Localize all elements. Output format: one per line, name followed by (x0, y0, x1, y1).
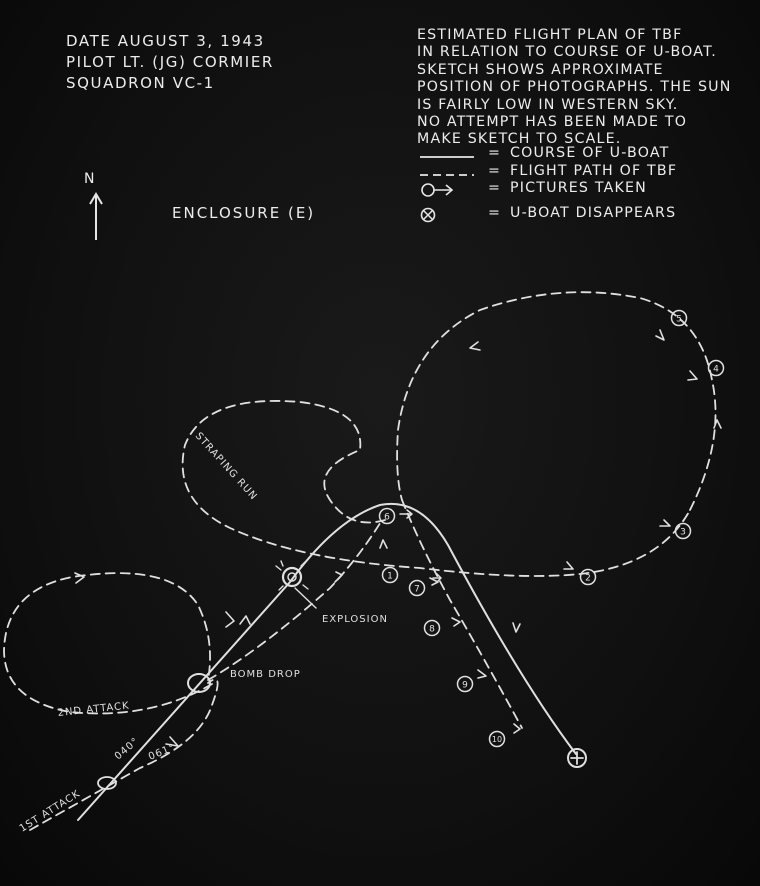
note-line: IS FAIRLY LOW IN WESTERN SKY. (417, 96, 679, 113)
first-attack-label: 1ST ATTACK (17, 788, 83, 835)
photo-marker-label: 8 (429, 624, 435, 635)
legend-text: COURSE OF U-BOAT (510, 145, 670, 161)
legend-equals: = (488, 163, 502, 179)
heading-040-label: 040° (112, 735, 142, 763)
flight-path-photo-run (402, 500, 522, 728)
legend-text: FLIGHT PATH OF TBF (510, 163, 678, 179)
date-label: DATE AUGUST 3, 1943 (66, 32, 265, 50)
explosion-mark (276, 561, 316, 608)
explosion-label: EXPLOSION (322, 614, 388, 625)
note-line: MAKE SKETCH TO SCALE. (417, 131, 622, 148)
photo-marker-label: 10 (491, 735, 503, 744)
note-line: IN RELATION TO COURSE OF U-BOAT. (417, 44, 717, 61)
uboat-course-line (78, 504, 576, 820)
flight-path-climb (208, 520, 382, 680)
second-attack-label: 2ND ATTACK (57, 700, 131, 719)
bomb-drop-label: BOMB DROP (230, 669, 301, 680)
flight-path-right-loop (397, 292, 715, 510)
photo-marker-label: 6 (384, 512, 390, 523)
photo-marker-label: 7 (414, 584, 420, 595)
photo-marker-label: 3 (680, 527, 686, 538)
note-line: POSITION OF PHOTOGRAPHS. THE SUN (417, 79, 732, 96)
flight-path-straping-loop (183, 401, 690, 576)
north-label: N (84, 171, 95, 187)
legend-equals: = (488, 205, 502, 221)
pilot-label: PILOT LT. (JG) CORMIER (66, 53, 274, 71)
straping-run-label: STRAPING RUN (192, 430, 260, 503)
note-line: NO ATTEMPT HAS BEEN MADE TO (417, 114, 688, 131)
note-line: SKETCH SHOWS APPROXIMATE (417, 61, 664, 78)
photo-marker-label: 5 (676, 314, 682, 325)
uboat-disappears-mark (568, 749, 586, 767)
legend-equals: = (488, 145, 502, 161)
legend-text: U-BOAT DISAPPEARS (510, 205, 677, 221)
legend-text: PICTURES TAKEN (510, 180, 647, 196)
photo-marker-label: 1 (387, 571, 393, 582)
flight-path-second-attack-loop (4, 573, 212, 713)
photo-marker-label: 2 (585, 573, 591, 584)
enclosure-label: ENCLOSURE (E) (172, 204, 316, 222)
legend-equals: = (488, 180, 502, 196)
note-line: ESTIMATED FLIGHT PLAN OF TBF (417, 27, 683, 43)
photo-marker-label: 9 (462, 680, 468, 691)
photo-markers (380, 311, 724, 747)
photo-marker-label: 4 (713, 364, 719, 375)
heading-061-label: 061° (147, 742, 178, 763)
squadron-label: SQUADRON VC-1 (66, 74, 215, 92)
